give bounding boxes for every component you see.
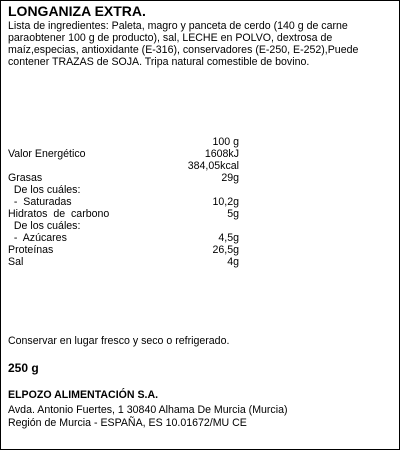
product-title: LONGANIZA EXTRA.: [8, 3, 146, 19]
nutrient-value: 26,5g: [212, 244, 239, 256]
nutrition-row-carbs-of-which: [1, 220, 400, 232]
nutrition-row-sugars: [1, 232, 400, 244]
nutrient-value: 4g: [227, 256, 239, 268]
nutrient-value: 5g: [227, 208, 239, 220]
nutrient-value: 4,5g: [218, 232, 239, 244]
nutrient-name: Grasas: [8, 172, 43, 184]
nutrient-value: 100 g: [212, 136, 239, 148]
nutrition-row-protein: [1, 244, 400, 256]
nutrient-name: Proteínas: [8, 244, 54, 256]
ingredients-line: maíz,especias, antioxidante (E-316), conservadores (E-250, E-252),Puede: [8, 44, 359, 56]
nutrient-name: De los cuáles:: [8, 220, 81, 232]
conservation-instructions: Conservar en lugar fresco y seco o refrigerado.: [8, 335, 230, 347]
nutrition-row-saturated: [1, 196, 400, 208]
address-line: Región de Murcia - ESPAÑA, ES 10.01672/MU CE: [8, 417, 247, 429]
nutrient-name: - Azúcares: [8, 232, 67, 244]
manufacturer-address: [8, 404, 288, 430]
nutrient-name: De los cuáles:: [8, 184, 81, 196]
nutrient-name: Hidratos de carbono: [8, 208, 110, 220]
nutrient-name: - Saturadas: [8, 196, 72, 208]
ingredients-line: Lista de ingredientes: Paleta, magro y panceta de cerdo (140 g de carne: [8, 20, 348, 32]
nutrient-value: 10,2g: [212, 196, 239, 208]
nutrition-row-fat-of-which: [1, 184, 400, 196]
nutrient-value: 1608kJ: [204, 148, 239, 160]
ingredients-line: contener TRAZAS de SOJA. Tripa natural comestible de bovino.: [8, 56, 310, 68]
nutrient-name: Sal: [8, 256, 24, 268]
nutrition-row-serving: [1, 136, 400, 148]
nutrient-value: 29g: [221, 172, 239, 184]
nutrient-value: 384,05kcal: [187, 160, 239, 172]
manufacturer-name: ELPOZO ALIMENTACIÓN S.A.: [8, 389, 159, 401]
nutrition-row-carbohydrates: [1, 208, 400, 220]
address-line: Avda. Antonio Fuertes, 1 30840 Alhama De Murcia (Murcia): [8, 404, 288, 416]
nutrition-table: [1, 136, 400, 268]
net-weight: 250 g: [8, 361, 39, 375]
nutrition-row-fat: [1, 172, 400, 184]
ingredients-list: [8, 20, 394, 68]
nutrition-row-salt: [1, 256, 400, 268]
nutrition-row-energy-kcal: [1, 160, 400, 172]
nutrient-name: Valor Energético: [8, 148, 86, 160]
ingredients-line: paraobtener 100 g de producto), sal, LECHE en POLVO, dextrosa de: [8, 32, 333, 44]
nutrition-row-energy-kj: [1, 148, 400, 160]
